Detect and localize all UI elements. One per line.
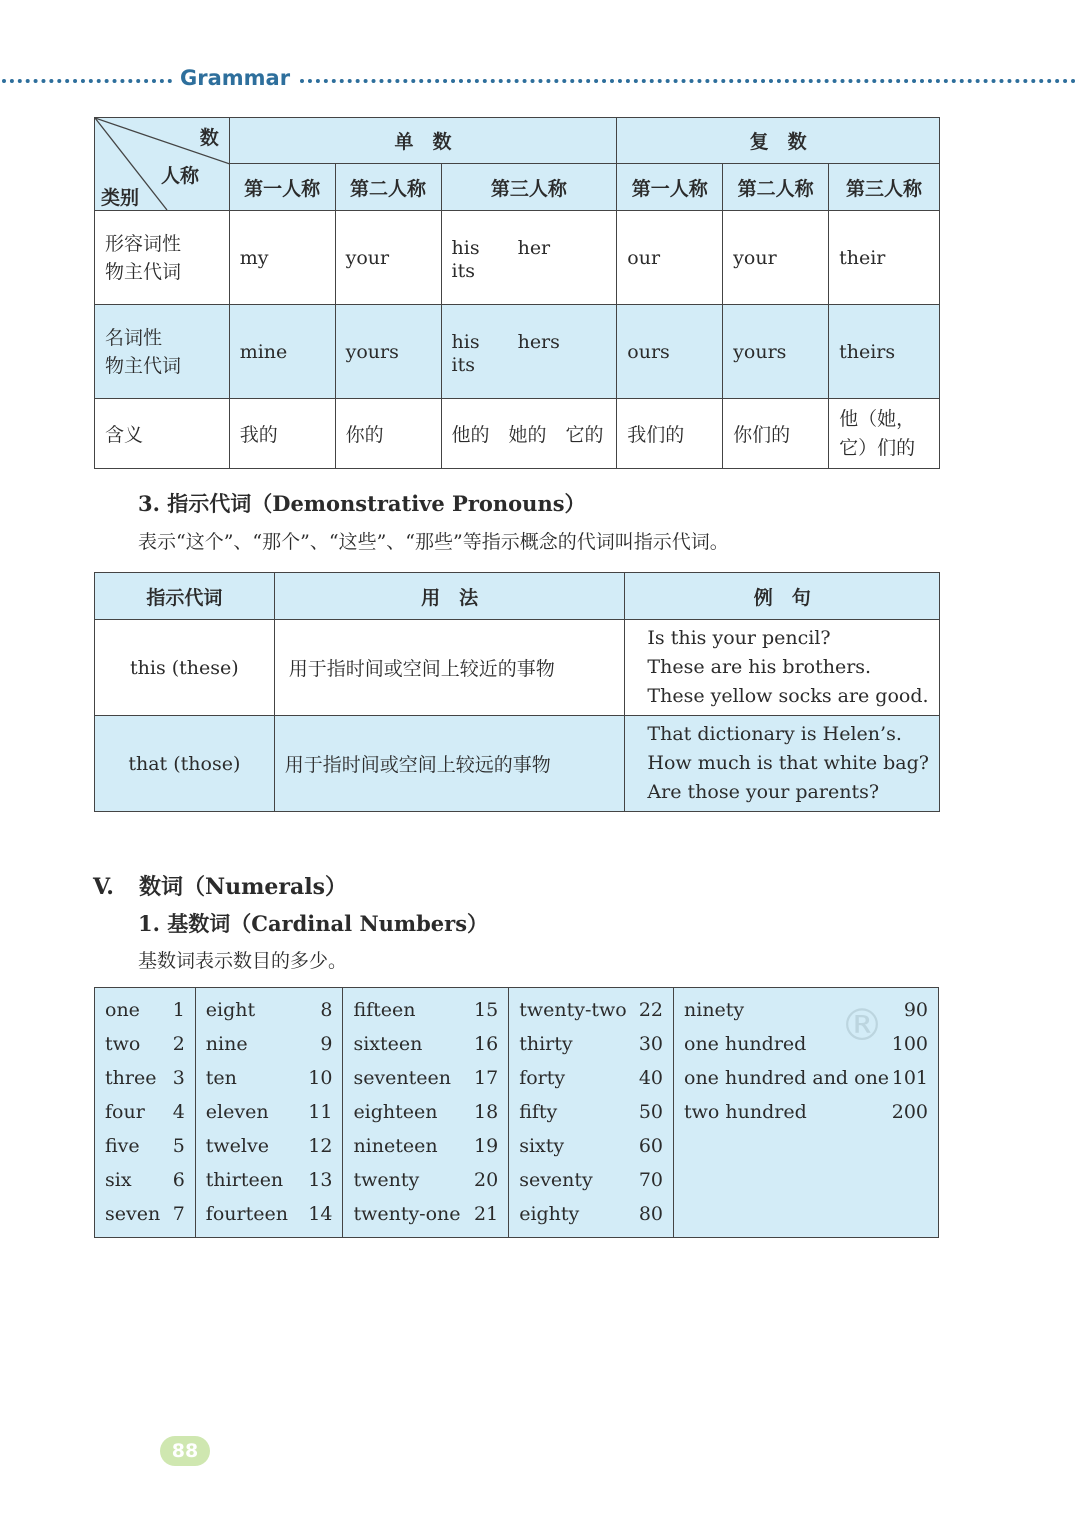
number-entry [206, 1165, 333, 1199]
number-value: 5 [172, 1135, 185, 1157]
number-value: 200 [891, 1101, 928, 1123]
number-entry [353, 1165, 498, 1199]
number-value: 70 [638, 1169, 663, 1191]
table-row [95, 305, 940, 399]
example-sentence: These yellow socks are good. [647, 685, 929, 707]
table-cell: 你的 [335, 399, 441, 469]
header-dots-right [300, 79, 1076, 83]
number-value: 3 [172, 1067, 185, 1089]
registered-watermark: ® [840, 1000, 884, 1051]
section-v-number: V. [93, 874, 114, 900]
number-entry [353, 995, 498, 1029]
header-usage: 用 法 [274, 573, 625, 620]
number-word: fourteen [205, 1203, 288, 1225]
number-word: fifty [519, 1101, 558, 1123]
numbers-column [95, 988, 196, 1238]
number-entry [519, 1029, 663, 1063]
header-person: 第一人称 [617, 164, 723, 211]
header-singular: 单 数 [229, 118, 617, 164]
example-sentence: Is this your pencil? [647, 627, 831, 649]
number-entry [519, 1199, 663, 1233]
number-word: one [105, 999, 140, 1021]
corner-label-person: 人称 [161, 165, 200, 187]
number-word: forty [519, 1067, 566, 1089]
number-value: 50 [638, 1101, 663, 1123]
number-value: 4 [172, 1101, 185, 1123]
number-word: twenty-one [353, 1203, 461, 1225]
header-person: 第一人称 [229, 164, 335, 211]
section-v-title [93, 870, 347, 901]
numbers-column [195, 988, 343, 1238]
page-header [0, 66, 1080, 96]
number-entry [353, 1131, 498, 1165]
number-word: eleven [205, 1101, 269, 1123]
number-value: 12 [308, 1135, 333, 1157]
table-cell: 我们的 [617, 399, 723, 469]
number-entry [519, 1165, 663, 1199]
number-word: four [105, 1101, 145, 1123]
examples-cell [625, 620, 940, 716]
table-row [95, 716, 940, 812]
row-category: 含义 [95, 399, 230, 469]
example-sentence: That dictionary is Helen’s. [647, 723, 902, 745]
number-value: 22 [638, 999, 663, 1021]
demonstrative-pronoun-table [94, 572, 940, 812]
number-entry [206, 1131, 333, 1165]
header-person: 第二人称 [335, 164, 441, 211]
table-corner-cell [95, 118, 230, 211]
page-number: 88 [160, 1436, 210, 1466]
number-value: 21 [474, 1203, 499, 1225]
number-entry [353, 1029, 498, 1063]
number-value: 15 [474, 999, 499, 1021]
table-cell: 我的 [229, 399, 335, 469]
table-cell: ours [617, 305, 723, 399]
corner-label-category: 类别 [101, 187, 140, 209]
number-value: 9 [320, 1033, 333, 1055]
number-entry [105, 1029, 185, 1063]
number-value: 40 [638, 1067, 663, 1089]
number-entry [519, 995, 663, 1029]
number-entry [684, 1097, 928, 1131]
number-entry [684, 1063, 928, 1097]
table-row [95, 211, 940, 305]
table-cell: mine [229, 305, 335, 399]
header-demonstrative: 指示代词 [95, 573, 275, 620]
number-word: one hundred [684, 1033, 807, 1055]
demonstrative-word: this (these) [95, 620, 275, 716]
examples-cell [625, 716, 940, 812]
number-entry [353, 1199, 498, 1233]
number-value: 10 [308, 1067, 333, 1089]
numbers-column [674, 988, 939, 1238]
numbers-column [509, 988, 674, 1238]
example-sentence: These are his brothers. [647, 656, 872, 678]
number-value: 20 [474, 1169, 499, 1191]
number-word: sixty [519, 1135, 565, 1157]
number-word: ten [205, 1067, 237, 1089]
table-cell: my [229, 211, 335, 305]
table-cell: 他的 她的 它的 [441, 399, 617, 469]
row-category: 名词性 物主代词 [95, 305, 230, 399]
section-v-heading: 数词（Numerals） [139, 874, 347, 900]
number-word: thirty [519, 1033, 573, 1055]
number-value: 100 [891, 1033, 928, 1055]
number-entry [206, 1097, 333, 1131]
number-word: nineteen [353, 1135, 438, 1157]
corner-label-number: 数 [199, 127, 219, 149]
section-3-title: 3. 指示代词（Demonstrative Pronouns） [138, 491, 586, 516]
number-value: 8 [320, 999, 333, 1021]
cardinal-numbers-table [94, 987, 939, 1238]
number-word: twenty-two [519, 999, 627, 1021]
number-entry [105, 995, 185, 1029]
number-word: eight [205, 999, 256, 1021]
number-entry [105, 1199, 185, 1233]
section-1-description: 基数词表示数目的多少。 [138, 950, 348, 972]
number-value: 60 [638, 1135, 663, 1157]
number-word: eighteen [353, 1101, 438, 1123]
number-entry [206, 1029, 333, 1063]
number-entry [206, 1063, 333, 1097]
number-value: 13 [308, 1169, 333, 1191]
number-value: 2 [172, 1033, 185, 1055]
number-entry [519, 1097, 663, 1131]
section-3-description: 表示“这个”、“那个”、“这些”、“那些”等指示概念的代词叫指示代词。 [138, 531, 729, 553]
number-word: five [105, 1135, 140, 1157]
table-cell: his her its [441, 211, 617, 305]
table-cell: their [829, 211, 940, 305]
number-entry [105, 1131, 185, 1165]
number-entry [105, 1097, 185, 1131]
number-value: 90 [903, 999, 928, 1021]
number-entry [206, 1199, 333, 1233]
example-sentence: How much is that white bag? [647, 752, 929, 774]
header-examples: 例 句 [625, 573, 940, 620]
number-word: twelve [205, 1135, 269, 1157]
header-title: Grammar [180, 66, 291, 90]
number-value: 30 [638, 1033, 663, 1055]
number-value: 14 [308, 1203, 333, 1225]
number-value: 80 [638, 1203, 663, 1225]
number-word: two hundred [684, 1101, 807, 1123]
number-entry [353, 1097, 498, 1131]
table-cell: 你们的 [723, 399, 829, 469]
header-person: 第三人称 [829, 164, 940, 211]
table-cell: your [723, 211, 829, 305]
number-word: seventeen [353, 1067, 452, 1089]
table-cell: 他（她，它）们的 [829, 399, 940, 469]
section-1-title: 1. 基数词（Cardinal Numbers） [138, 911, 489, 936]
row-category: 形容词性 物主代词 [95, 211, 230, 305]
example-sentence: Are those your parents? [647, 781, 880, 803]
number-value: 11 [308, 1101, 333, 1123]
demonstrative-word: that (those) [95, 716, 275, 812]
number-entry [684, 1029, 928, 1063]
number-value: 16 [474, 1033, 499, 1055]
number-value: 19 [474, 1135, 499, 1157]
table-row [95, 620, 940, 716]
header-person: 第三人称 [441, 164, 617, 211]
number-entry [206, 995, 333, 1029]
number-word: one hundred and one [684, 1067, 890, 1089]
number-word: nine [205, 1033, 248, 1055]
table-cell: our [617, 211, 723, 305]
number-word: twenty [353, 1169, 420, 1191]
number-entry [105, 1063, 185, 1097]
number-word: three [105, 1067, 157, 1089]
number-word: sixteen [353, 1033, 423, 1055]
usage-cell: 用于指时间或空间上较远的事物 [274, 716, 625, 812]
number-value: 101 [891, 1067, 928, 1089]
number-word: ninety [684, 999, 745, 1021]
header-dots-left [2, 79, 172, 83]
table-cell: yours [723, 305, 829, 399]
number-entry [353, 1063, 498, 1097]
possessive-pronoun-table [94, 117, 940, 469]
header-plural: 复 数 [617, 118, 940, 164]
number-word: seventy [519, 1169, 593, 1191]
number-value: 7 [172, 1203, 185, 1225]
number-entry [684, 995, 928, 1029]
number-word: two [105, 1033, 141, 1055]
number-value: 18 [474, 1101, 499, 1123]
table-cell: his hers its [441, 305, 617, 399]
table-cell: yours [335, 305, 441, 399]
table-cell: your [335, 211, 441, 305]
number-value: 6 [172, 1169, 185, 1191]
usage-cell: 用于指时间或空间上较近的事物 [274, 620, 625, 716]
number-entry [519, 1063, 663, 1097]
number-word: thirteen [205, 1169, 284, 1191]
number-value: 17 [474, 1067, 499, 1089]
number-word: eighty [519, 1203, 580, 1225]
table-cell: theirs [829, 305, 940, 399]
number-entry [519, 1131, 663, 1165]
number-value: 1 [172, 999, 185, 1021]
header-person: 第二人称 [723, 164, 829, 211]
numbers-column [343, 988, 509, 1238]
number-word: seven [105, 1203, 161, 1225]
table-row [95, 399, 940, 469]
number-word: six [105, 1169, 132, 1191]
number-word: fifteen [353, 999, 416, 1021]
number-entry [105, 1165, 185, 1199]
